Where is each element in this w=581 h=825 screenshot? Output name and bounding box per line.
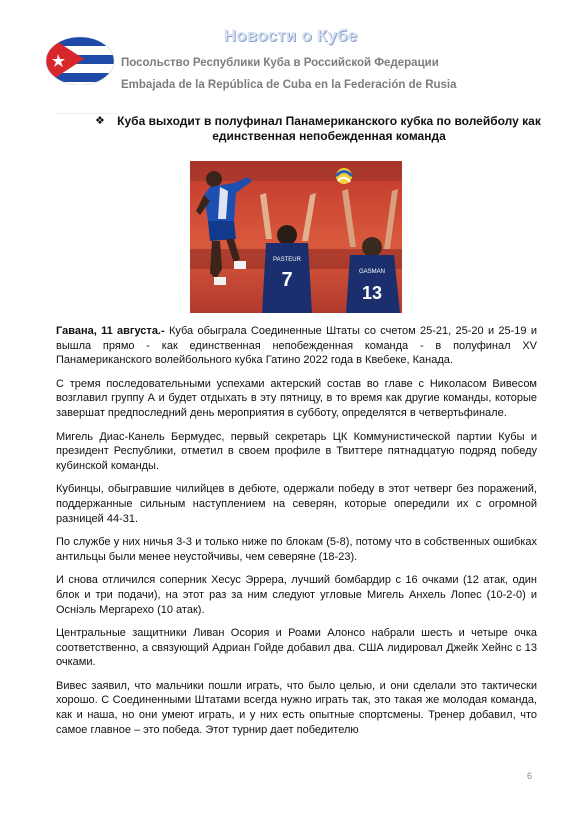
article-headline-block: [95, 114, 545, 144]
cuba-flag-globe-icon: [44, 33, 116, 85]
article-paragraph: Центральные защитники Ливан Осория и Роами Алонсо набрали шесть и четыре очка соответственно, а связующий Адриан Гойде добавил два. США лидировал Джейк Хейнс с 13 очками.: [56, 627, 537, 669]
article-lead-text: Куба обыграла Соединенные Штаты со счетом 25-21, 25-20 и 25-19 и вышла прямо - как единственная непобежденная команда - в полуфинал XV Панамериканского волейбольного кубка Гатино 2022 года в Квебеке, Канада.: [56, 325, 537, 367]
masthead-title: Новости о Кубе: [223, 26, 358, 45]
article-photo: [190, 161, 402, 313]
volleyball-icon: [336, 168, 352, 184]
four-diamond-bullet-icon: ❖: [95, 115, 105, 127]
article-paragraph: Кубинцы, обыгравшие чилийцев в дебюте, одержали победу в этот четверг без поражений, поддержанные сильным наступлением на северян, которые опередили их с огромной разницей 44-31.: [56, 483, 537, 525]
jersey-left-name: PASTEUR: [273, 257, 301, 263]
jersey-right-number: 13: [361, 283, 383, 303]
article-paragraph: Мигель Диас-Канель Бермудес, первый секретарь ЦК Коммунистической партии Кубы и президент Республики, отметил в своем профиле в Твиттере пятнадцатую подряд победу кубинской команды.: [56, 430, 537, 472]
article-body: [56, 324, 537, 746]
article-paragraph: Вивес заявил, что мальчики пошли играть, что было целью, и они сделали это тактически хорошо. С Соединенными Штатами всегда нужно играть так, это такая же молодая команда, как и наша, но они умеют играть, и у них есть опытные спортсмены. Тренер добавил, что самое главное – это победа. Этот турнир дает победителю: [56, 679, 537, 736]
article-headline: Куба выходит в полуфинал Панамериканского кубка по волейболу как единственная непобежденная команда: [117, 114, 541, 143]
embassy-name-es: Embajada de la República de Cuba en la Federación de Rusia: [121, 79, 457, 91]
embassy-name-ru: Посольство Республики Куба в Российской Федерации: [121, 57, 439, 69]
page-number: 6: [527, 771, 533, 781]
jersey-right-name: GASMAN: [358, 269, 386, 275]
jersey-left-number: 7: [281, 269, 293, 291]
article-paragraph: С тремя последовательными успехами актерский состав во главе с Николасом Вивесом возглавил группу А и будет отдыхать в эту пятницу, в то время как другие команды, которые завершат предпоследний день мероприятия в субботу, определятся в четвертьфинале.: [56, 377, 537, 419]
article-paragraph: И снова отличился соперник Хесус Эррера, лучший бомбардир с 16 очками (12 атак, один блок и три подачи), на этот раз за ним следуют угловые Мигель Анхель Лопес (10-2-0) и Оснiэль Мергарехо (10 атак).: [56, 574, 537, 616]
article-lead-paragraph: [56, 324, 537, 368]
article-dateline: Гавана, 11 августа.-: [56, 325, 165, 337]
article-paragraph: По службе у них ничья 3-3 и только ниже по блокам (5-8), потому что в собственных ошибках антильцы были менее неустойчивы, чем северяне (18-23).: [56, 536, 537, 563]
